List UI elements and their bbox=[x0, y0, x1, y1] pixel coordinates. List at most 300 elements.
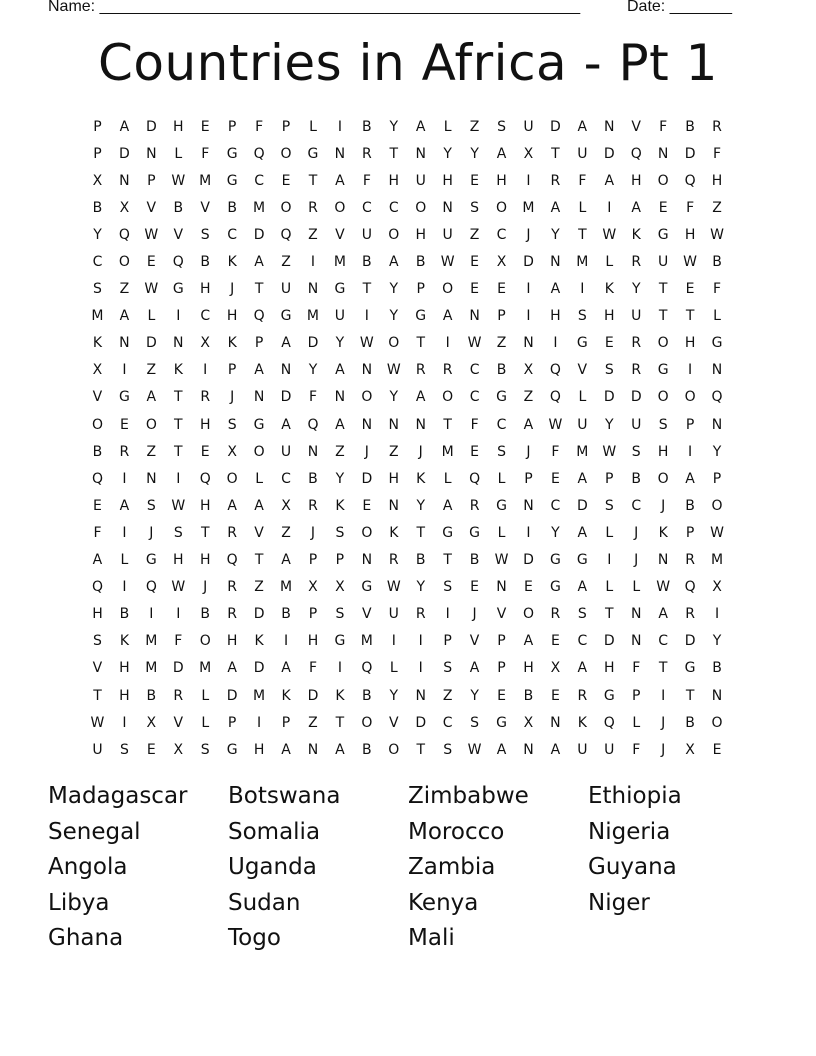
grid-row bbox=[84, 221, 740, 248]
grid-letter: E bbox=[497, 687, 506, 704]
grid-letter: K bbox=[416, 470, 426, 487]
grid-letter: C bbox=[388, 199, 399, 216]
grid-letter: X bbox=[92, 362, 103, 379]
grid-letter: T bbox=[658, 281, 668, 298]
grid-letter: Y bbox=[335, 470, 345, 487]
grid-letter: A bbox=[658, 606, 668, 623]
grid-letter: Z bbox=[308, 226, 318, 243]
grid-letter: I bbox=[122, 579, 127, 596]
grid-letter: T bbox=[443, 552, 452, 569]
grid-letter: G bbox=[334, 633, 346, 650]
grid-letter: X bbox=[92, 172, 103, 189]
grid-letter: W bbox=[710, 524, 724, 541]
grid-letter: I bbox=[283, 633, 289, 650]
grid-letter: T bbox=[200, 524, 210, 541]
grid-letter: Q bbox=[549, 362, 561, 379]
grid-letter: W bbox=[171, 497, 186, 514]
grid-letter: A bbox=[146, 389, 157, 406]
grid-letter: J bbox=[634, 552, 639, 569]
grid-letter: B bbox=[281, 606, 291, 623]
grid-letter: T bbox=[335, 714, 345, 731]
grid-letter: S bbox=[497, 443, 506, 460]
grid-letter: R bbox=[308, 497, 318, 514]
grid-letter: T bbox=[174, 443, 183, 460]
grid-letter: A bbox=[92, 552, 103, 569]
grid-letter: G bbox=[145, 552, 157, 569]
grid-letter: E bbox=[200, 118, 210, 135]
grid-letter: L bbox=[605, 579, 614, 596]
grid-letter: K bbox=[604, 281, 614, 298]
grid-letter: T bbox=[605, 606, 614, 623]
word-bank-item: Angola bbox=[48, 854, 128, 880]
grid-letter: F bbox=[174, 633, 183, 650]
grid-letter: D bbox=[523, 254, 534, 271]
grid-letter: B bbox=[362, 741, 372, 758]
grid-letter: J bbox=[634, 524, 639, 541]
grid-letter: Z bbox=[146, 362, 157, 379]
grid-letter: N bbox=[523, 497, 534, 514]
grid-letter: T bbox=[174, 416, 183, 433]
grid-letter: B bbox=[173, 199, 184, 216]
grid-letter: Q bbox=[307, 416, 319, 433]
grid-letter: G bbox=[657, 226, 669, 243]
grid-letter: X bbox=[146, 714, 157, 731]
grid-letter: K bbox=[335, 497, 345, 514]
grid-letter: L bbox=[605, 254, 614, 271]
grid-letter: O bbox=[657, 470, 669, 487]
grid-letter: W bbox=[359, 335, 374, 352]
grid-letter: T bbox=[578, 226, 587, 243]
grid-letter: E bbox=[550, 687, 560, 704]
grid-letter: O bbox=[522, 606, 534, 623]
grid-letter: Y bbox=[416, 497, 425, 514]
grid-letter: L bbox=[309, 118, 317, 135]
grid-letter: V bbox=[254, 524, 264, 541]
grid-letter: X bbox=[227, 443, 237, 460]
grid-letter: F bbox=[93, 524, 102, 541]
grid-letter: O bbox=[657, 335, 669, 352]
grid-letter: N bbox=[711, 687, 723, 704]
grid-letter: Y bbox=[443, 145, 452, 162]
grid-letter: P bbox=[281, 714, 291, 731]
grid-letter: A bbox=[281, 552, 291, 569]
grid-letter: B bbox=[200, 606, 211, 623]
grid-letter: O bbox=[442, 281, 454, 298]
grid-letter: X bbox=[281, 497, 291, 514]
grid-letter: O bbox=[253, 443, 265, 460]
grid-letter: B bbox=[227, 199, 237, 216]
grid-letter: E bbox=[550, 470, 560, 487]
grid-row bbox=[84, 682, 740, 709]
grid-letter: O bbox=[388, 741, 400, 758]
grid-letter: K bbox=[335, 687, 345, 704]
grid-letter: B bbox=[362, 118, 372, 135]
grid-letter: E bbox=[200, 443, 210, 460]
grid-letter: R bbox=[227, 579, 238, 596]
grid-letter: Y bbox=[389, 687, 399, 704]
grid-letter: P bbox=[147, 172, 156, 189]
grid-letter: H bbox=[388, 172, 400, 189]
grid-letter: H bbox=[630, 172, 642, 189]
grid-letter: I bbox=[176, 606, 181, 623]
grid-letter: T bbox=[174, 389, 183, 406]
grid-letter: W bbox=[548, 416, 563, 433]
grid-letter: A bbox=[577, 470, 588, 487]
grid-letter: D bbox=[145, 118, 157, 135]
grid-letter: Y bbox=[389, 118, 399, 135]
grid-letter: N bbox=[711, 416, 723, 433]
grid-letter: H bbox=[496, 172, 507, 189]
grid-letter: X bbox=[496, 254, 507, 271]
grid-letter: Q bbox=[145, 579, 157, 596]
grid-letter: B bbox=[469, 552, 480, 569]
grid-row bbox=[84, 601, 740, 628]
grid-letter: L bbox=[147, 308, 156, 325]
grid-letter: I bbox=[526, 308, 531, 325]
grid-letter: D bbox=[226, 687, 238, 704]
grid-letter: I bbox=[526, 524, 531, 541]
grid-letter: R bbox=[415, 606, 426, 623]
grid-letter: B bbox=[685, 118, 695, 135]
grid-letter: O bbox=[334, 199, 346, 216]
grid-letter: P bbox=[497, 660, 506, 677]
word-bank-item: Guyana bbox=[588, 854, 677, 880]
grid-letter: E bbox=[146, 741, 156, 758]
grid-letter: W bbox=[440, 254, 455, 271]
grid-letter: C bbox=[658, 633, 669, 650]
grid-letter: C bbox=[227, 226, 238, 243]
grid-letter: U bbox=[361, 226, 372, 243]
grid-letter: M bbox=[279, 579, 293, 596]
grid-letter: N bbox=[119, 172, 130, 189]
grid-row bbox=[84, 574, 740, 601]
grid-letter: Q bbox=[91, 579, 103, 596]
grid-letter: H bbox=[226, 633, 238, 650]
page-title: Countries in Africa - Pt 1 bbox=[97, 34, 718, 92]
grid-letter: Q bbox=[711, 389, 723, 406]
grid-letter: T bbox=[254, 552, 264, 569]
grid-letter: S bbox=[93, 281, 102, 298]
grid-letter: U bbox=[631, 416, 642, 433]
grid-letter: F bbox=[201, 145, 210, 162]
grid-letter: F bbox=[713, 145, 722, 162]
grid-letter: G bbox=[172, 281, 184, 298]
grid-letter: J bbox=[310, 524, 316, 541]
grid-letter: D bbox=[253, 606, 265, 623]
grid-letter: T bbox=[308, 172, 318, 189]
grid-letter: P bbox=[712, 470, 722, 487]
grid-letter: S bbox=[604, 497, 614, 514]
grid-letter: C bbox=[496, 416, 507, 433]
grid-letter: A bbox=[119, 497, 130, 514]
grid-letter: L bbox=[497, 524, 506, 541]
grid-letter: G bbox=[334, 281, 346, 298]
grid-letter: B bbox=[685, 714, 695, 731]
grid-letter: S bbox=[119, 741, 129, 758]
grid-letter: L bbox=[605, 524, 614, 541]
grid-letter: A bbox=[496, 145, 507, 162]
grid-letter: P bbox=[605, 470, 614, 487]
grid-letter: G bbox=[469, 524, 481, 541]
grid-letter: K bbox=[119, 633, 129, 650]
grid-letter: D bbox=[603, 145, 615, 162]
grid-letter: H bbox=[199, 497, 211, 514]
grid-letter: C bbox=[281, 470, 291, 487]
grid-letter: Z bbox=[712, 199, 722, 216]
grid-letter: C bbox=[631, 497, 642, 514]
grid-letter: A bbox=[577, 118, 588, 135]
grid-letter: D bbox=[603, 633, 615, 650]
grid-letter: D bbox=[307, 335, 319, 352]
grid-letter: A bbox=[685, 470, 695, 487]
grid-letter: D bbox=[307, 687, 319, 704]
grid-letter: L bbox=[632, 579, 641, 596]
grid-letter: N bbox=[630, 606, 642, 623]
grid-letter: A bbox=[254, 497, 264, 514]
grid-letter: U bbox=[334, 308, 346, 325]
grid-letter: N bbox=[711, 362, 723, 379]
grid-letter: O bbox=[442, 389, 454, 406]
grid-letter: W bbox=[90, 714, 105, 731]
grid-letter: K bbox=[631, 226, 641, 243]
grid-letter: I bbox=[418, 660, 423, 677]
grid-letter: I bbox=[337, 118, 342, 135]
grid-letter: N bbox=[442, 199, 453, 216]
grid-letter: H bbox=[604, 660, 615, 677]
grid-letter: P bbox=[497, 308, 506, 325]
grid-letter: U bbox=[604, 741, 615, 758]
grid-letter: A bbox=[335, 416, 345, 433]
grid-letter: T bbox=[93, 687, 102, 704]
grid-letter: E bbox=[604, 335, 614, 352]
grid-letter: H bbox=[415, 226, 426, 243]
grid-letter: N bbox=[146, 145, 157, 162]
grid-letter: Y bbox=[470, 145, 479, 162]
grid-letter: O bbox=[91, 416, 103, 433]
grid-letter: R bbox=[631, 362, 642, 379]
grid-letter: K bbox=[254, 633, 264, 650]
grid-letter: N bbox=[523, 741, 534, 758]
grid-letter: P bbox=[93, 118, 102, 135]
grid-letter: H bbox=[307, 633, 319, 650]
grid-letter: Z bbox=[469, 226, 480, 243]
grid-letter: J bbox=[472, 606, 477, 623]
word-bank-item: Madagascar bbox=[48, 783, 188, 809]
grid-letter: J bbox=[149, 524, 154, 541]
grid-row bbox=[84, 492, 740, 519]
grid-letter: A bbox=[631, 199, 641, 216]
grid-letter: D bbox=[119, 145, 130, 162]
grid-letter: T bbox=[551, 145, 560, 162]
grid-letter: M bbox=[145, 633, 158, 650]
grid-letter: L bbox=[255, 470, 263, 487]
grid-letter: U bbox=[658, 254, 669, 271]
grid-letter: Z bbox=[496, 335, 507, 352]
word-bank-item: Zimbabwe bbox=[408, 783, 529, 809]
grid-letter: R bbox=[227, 524, 238, 541]
grid-letter: H bbox=[550, 308, 561, 325]
grid-letter: P bbox=[93, 145, 102, 162]
grid-letter: O bbox=[657, 389, 669, 406]
grid-letter: O bbox=[684, 389, 696, 406]
grid-letter: I bbox=[364, 308, 369, 325]
grid-letter: I bbox=[122, 362, 127, 379]
grid-row bbox=[84, 736, 740, 763]
grid-letter: M bbox=[306, 308, 320, 325]
grid-letter: M bbox=[333, 254, 346, 271]
grid-letter: A bbox=[119, 308, 130, 325]
grid-letter: R bbox=[308, 199, 318, 216]
grid-letter: Y bbox=[712, 443, 722, 460]
grid-letter: H bbox=[388, 470, 400, 487]
grid-letter: C bbox=[469, 362, 480, 379]
grid-letter: M bbox=[145, 660, 158, 677]
grid-letter: Y bbox=[335, 335, 345, 352]
grid-letter: B bbox=[92, 199, 103, 216]
grid-letter: I bbox=[526, 172, 531, 189]
grid-letter: Q bbox=[280, 226, 292, 243]
grid-letter: R bbox=[631, 254, 642, 271]
word-bank-item: Niger bbox=[588, 889, 650, 916]
grid-letter: C bbox=[361, 199, 372, 216]
grid-letter: X bbox=[523, 714, 534, 731]
grid-letter: Z bbox=[254, 579, 264, 596]
grid-letter: I bbox=[418, 633, 423, 650]
grid-letter: W bbox=[144, 226, 159, 243]
word-bank-item: Somalia bbox=[228, 818, 321, 845]
grid-letter: A bbox=[442, 497, 453, 514]
grid-letter: L bbox=[120, 552, 129, 569]
grid-letter: Z bbox=[308, 714, 318, 731]
grid-letter: D bbox=[415, 714, 427, 731]
grid-letter: X bbox=[523, 362, 534, 379]
grid-letter: L bbox=[578, 389, 587, 406]
word-bank-item: Senegal bbox=[48, 818, 141, 845]
grid-letter: E bbox=[685, 281, 695, 298]
grid-letter: P bbox=[685, 416, 695, 433]
grid-letter: F bbox=[362, 172, 371, 189]
grid-letter: I bbox=[607, 199, 612, 216]
grid-letter: E bbox=[470, 254, 480, 271]
grid-letter: A bbox=[550, 199, 561, 216]
grid-letter: K bbox=[173, 362, 183, 379]
grid-letter: A bbox=[415, 389, 426, 406]
grid-letter: L bbox=[201, 687, 210, 704]
grid-letter: N bbox=[361, 362, 373, 379]
grid-letter: G bbox=[226, 172, 238, 189]
grid-letter: G bbox=[684, 660, 696, 677]
grid-letter: R bbox=[685, 552, 695, 569]
grid-letter: G bbox=[657, 362, 669, 379]
grid-letter: A bbox=[469, 660, 480, 677]
grid-letter: B bbox=[685, 497, 695, 514]
grid-letter: L bbox=[578, 199, 587, 216]
grid-letter: J bbox=[526, 226, 531, 243]
grid-row bbox=[84, 519, 740, 546]
grid-letter: M bbox=[522, 199, 535, 216]
grid-letter: L bbox=[443, 118, 452, 135]
grid-letter: D bbox=[576, 497, 588, 514]
grid-letter: I bbox=[607, 552, 612, 569]
grid-letter: K bbox=[658, 524, 668, 541]
grid-letter: S bbox=[497, 118, 506, 135]
grid-letter: B bbox=[712, 660, 722, 677]
grid-letter: N bbox=[173, 335, 184, 352]
grid-letter: A bbox=[254, 362, 264, 379]
grid-letter: V bbox=[92, 389, 103, 406]
grid-letter: F bbox=[255, 118, 264, 135]
grid-letter: I bbox=[149, 606, 154, 623]
grid-letter: U bbox=[280, 443, 292, 460]
grid-letter: D bbox=[280, 389, 292, 406]
grid-letter: X bbox=[308, 579, 318, 596]
grid-letter: O bbox=[496, 199, 508, 216]
grid-letter: R bbox=[631, 335, 642, 352]
grid-letter: O bbox=[361, 389, 373, 406]
grid-letter: W bbox=[386, 362, 401, 379]
grid-letter: H bbox=[92, 606, 103, 623]
grid-row bbox=[84, 438, 740, 465]
grid-letter: G bbox=[549, 552, 561, 569]
grid-letter: I bbox=[714, 606, 720, 623]
grid-letter: I bbox=[122, 714, 127, 731]
grid-letter: K bbox=[227, 254, 237, 271]
grid-letter: V bbox=[92, 660, 103, 677]
grid-letter: O bbox=[280, 199, 292, 216]
grid-letter: P bbox=[308, 552, 318, 569]
grid-letter: C bbox=[496, 226, 507, 243]
grid-letter: N bbox=[469, 308, 480, 325]
grid-letter: E bbox=[470, 443, 480, 460]
grid-letter: N bbox=[361, 416, 373, 433]
grid-letter: A bbox=[415, 118, 426, 135]
grid-row bbox=[84, 655, 740, 682]
grid-letter: A bbox=[442, 308, 453, 325]
grid-letter: B bbox=[119, 606, 130, 623]
grid-letter: G bbox=[307, 145, 319, 162]
grid-letter: N bbox=[415, 145, 426, 162]
grid-letter: G bbox=[226, 741, 238, 758]
grid-row bbox=[84, 357, 740, 384]
grid-letter: N bbox=[550, 714, 561, 731]
grid-letter: N bbox=[119, 335, 130, 352]
grid-letter: W bbox=[602, 443, 617, 460]
grid-letter: I bbox=[661, 687, 666, 704]
grid-letter: S bbox=[93, 633, 102, 650]
grid-letter: L bbox=[497, 470, 506, 487]
grid-letter: X bbox=[335, 579, 345, 596]
word-bank-item: Sudan bbox=[228, 889, 301, 916]
grid-letter: A bbox=[550, 741, 561, 758]
grid-letter: A bbox=[335, 741, 345, 758]
grid-row bbox=[84, 411, 740, 438]
grid-letter: H bbox=[684, 226, 696, 243]
grid-letter: J bbox=[661, 497, 666, 514]
grid-letter: T bbox=[416, 335, 425, 352]
grid-letter: R bbox=[200, 389, 211, 406]
grid-letter: S bbox=[443, 741, 453, 758]
grid-letter: L bbox=[389, 660, 398, 677]
grid-letter: F bbox=[308, 389, 317, 406]
grid-letter: D bbox=[145, 335, 157, 352]
grid-letter: G bbox=[118, 389, 130, 406]
grid-letter: B bbox=[200, 254, 211, 271]
grid-letter: Y bbox=[631, 281, 641, 298]
grid-letter: D bbox=[172, 660, 184, 677]
grid-letter: M bbox=[360, 633, 373, 650]
grid-letter: H bbox=[711, 172, 723, 189]
grid-letter: Z bbox=[335, 443, 345, 460]
